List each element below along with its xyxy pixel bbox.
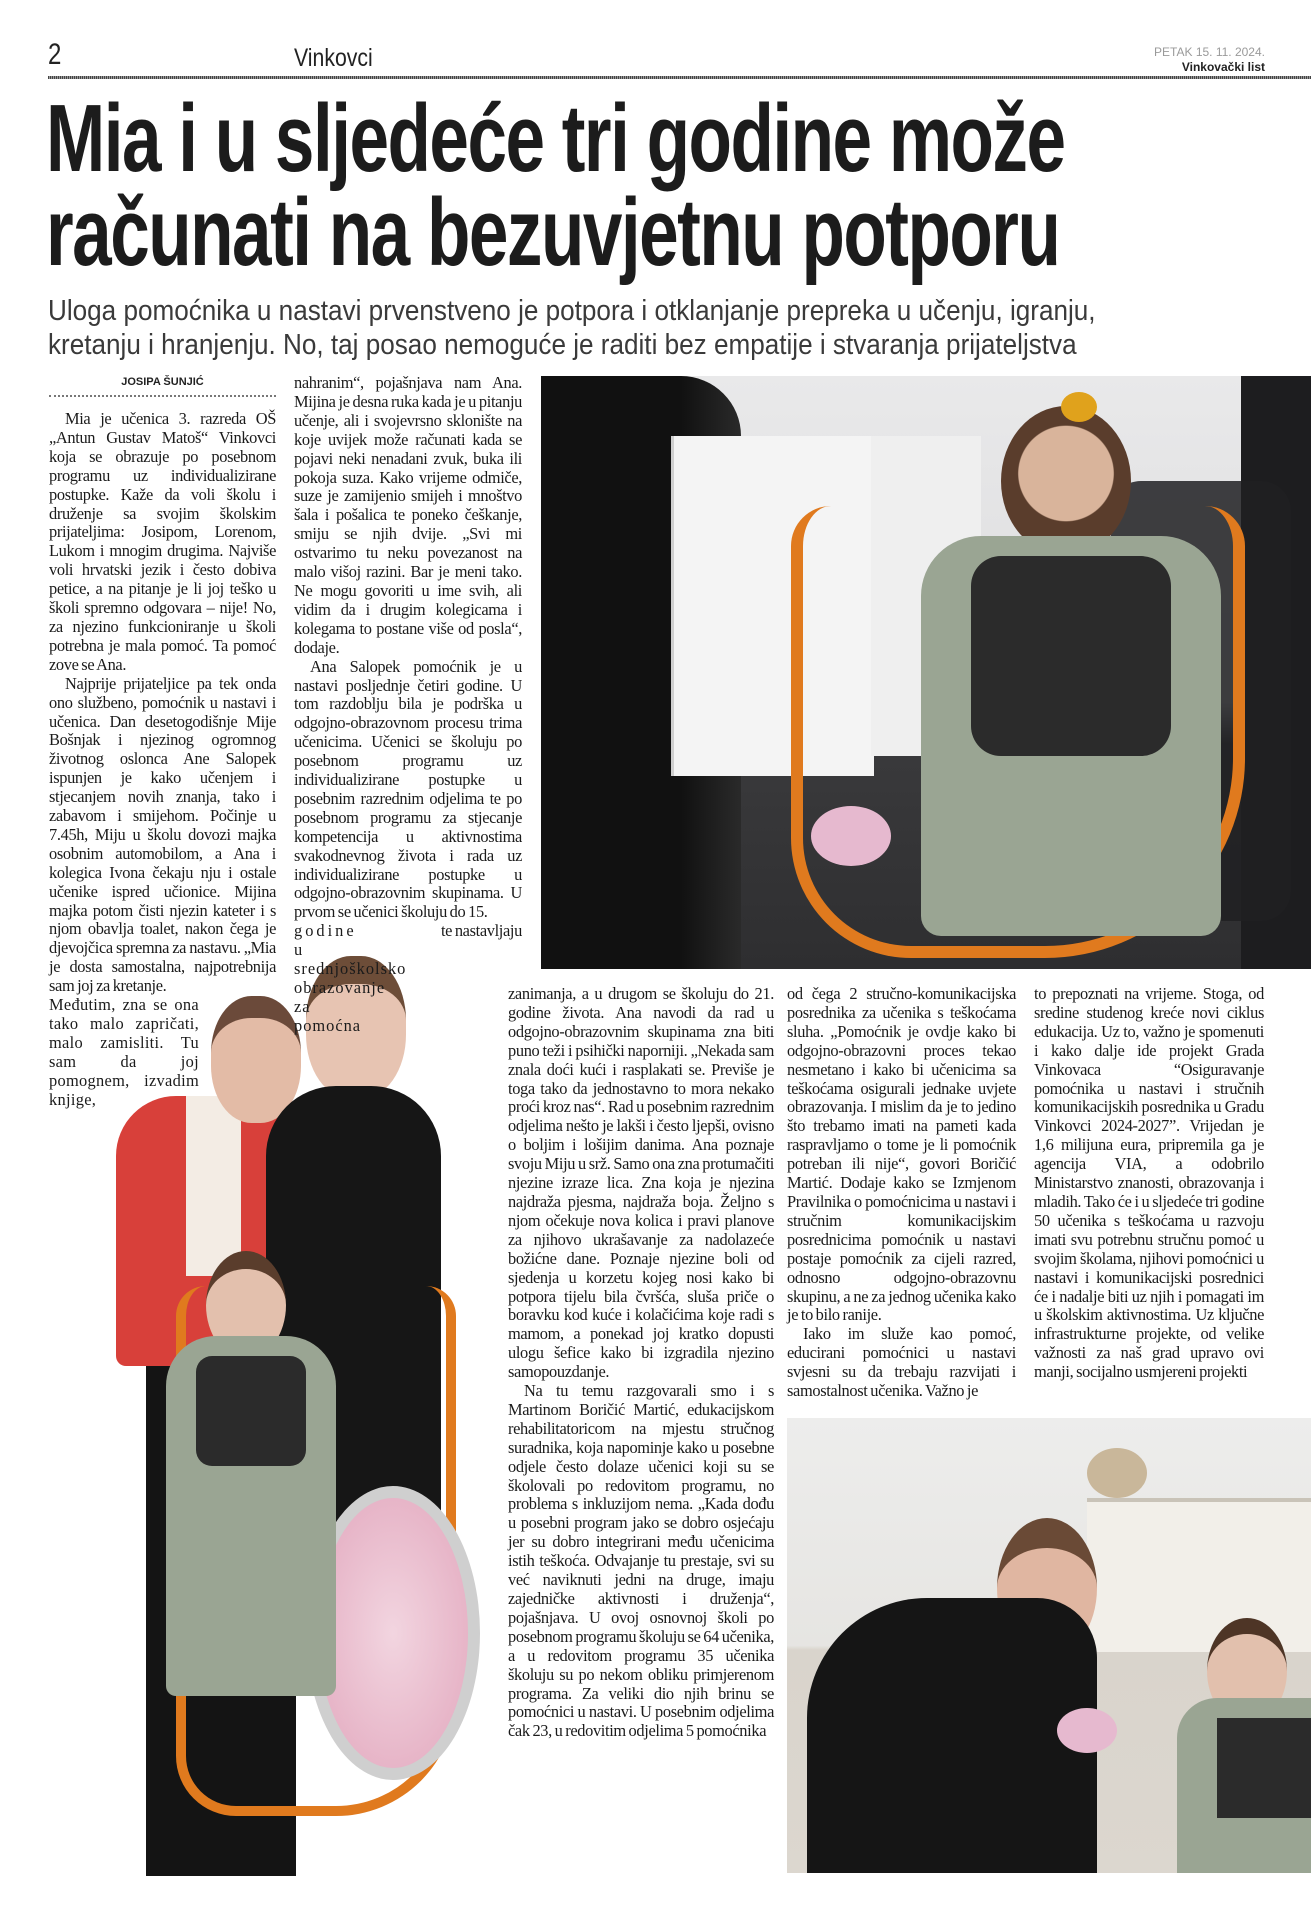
photo-girl-head [1001,406,1131,556]
photo-toy-unicorn [811,806,891,866]
paragraph-wrap: u srednjoškolsko obrazovanje za pomoćna [294,940,407,1035]
photo-black-dress [807,1598,1097,1873]
header-rule [48,76,1311,79]
wrap-left-text: godine [294,921,357,941]
paragraph: Na tu temu razgovarali smo i s Martinom Boričić Martić, edukacijskom rehabilitatoricom na mjestu stručnog suradnika, koja napominje kako u posebne odjele često dolaze učenici koji su se školovali po redovitom programu, no problema s inkluzijom nema. „Kada dođu u posebni program jako se dobro osjećaju jer su dobro integrirani među učenicima istih teškoća. Odvajanje tu prestaje, svi su već naviknuti jedni na druge, imaju zajedničke aktivnosti i druženja“, pojašnjava. U ovoj osnovnoj školi po posebnom programu školuju se 64 učenika, a u redovitom programu 35 učenika školuju su po nekom obliku primjerenom programa. Za veliki dio njih brinu se pomoćnici u nastavi. U posebnim odjelima čak 23, u redovitim odjelima 5 pomoćnika [508,1381,774,1741]
paragraph: Iako im služe kao pomoć, educirani pomoćnici u nastavi svjesni su da trebaju razvijati i samostalnost učenika. Važno je [787,1324,1016,1401]
photo-vest [971,556,1171,756]
photo-toy-unicorn [1057,1708,1117,1753]
article-headline [46,85,1304,286]
newspaper-name: Vinkovački list [1181,60,1265,74]
photo-vest [1217,1718,1311,1818]
subtitle-line: Uloga pomoćnika u nastavi prvenstveno je potpora i otklanjanje prepreka u učenju, igranju, [48,295,1096,327]
paragraph: od čega 2 stručno-komunikacijska posrednika za učenika s teškoćama sluha. „Pomoćnik je ovdje kako bi odgojno-obrazovni proces tekao nesmetano i kako bi učenicima sa teškoćama osigurali jednake uvjete obrazovanja. I mislim da je to jedino što trebamo imati na pameti kada raspravljamo o tome je li pomoćnik potreban ili nije“, govori Boričić Martić. Dodaje kako se Izmjenom Pravilnika o pomoćnicima u nastavi i stručnim komunikacijskim posrednicima pomoćnik u nastavi postaje pomoćnik za cijeli razred, odnosno odgojno-obrazovnu skupinu, a ne za jednog učenika kako je to bilo ranije. [787,984,1016,1325]
article-column-5 [1034,985,1264,1382]
wrap-right-text: te nastavljaju [440,921,522,941]
headline-line: računati na bezuvjetnu potporu [46,179,1060,286]
paragraph: nahranim“, pojašnjava nam Ana. Mijina je desna ruka kada je u pitanju učenje, ali i svojevrsno sklonište na koje uvijek može računati kada se pojavi neki nenadani zvuk, buka ili pokoja suza. Kako vrijeme odmiče, suze je zamijenio smijeh i mnoštvo šala i pošalica te poneko češkanje, smiju se njih dvije. „Svi mi ostvarimo tu neku povezanost na malo višoj razini. Bar je meni tako. Ne mogu govoriti u ime svih, ali vidim da i drugim kolegicama i kolegama to postane više od posla“, dodaje. [294,373,522,657]
wrap-line [294,922,522,941]
page-number: 2 [48,38,62,71]
article-subtitle [48,294,1308,362]
section-name: Vinkovci [294,44,373,72]
paragraph: to prepoznati na vrijeme. Stoga, od sredine studenog kreće novi ciklus edukacija. Uz to, važno je spomenuti i kako dalje ide projekt Grada Vinkovaca “Osiguravanje pomoćnika u nastavi i stručnih komunikacijskih posrednika u Gradu Vinkovci 2024-2027”. Vrijedan je 1,6 milijuna eura, pripremila ga je agencija VIA, a odobrilo Ministarstvo znanosti, obrazovanja i mladih. Tako će i u sljedeće tri godine 50 učenika s teškoćama u razvoju imati svu potrebnu stručnu pomoć u svojim školama, njihovi pomoćnici u nastavi i komunikacijski posrednici će i nadalje biti uz njih i pomagati im u školskim aktivnostima. Uz ključne infrastrukturne projekte, od velike važnosti za naš grad upravo ovi manji, socijalno usmjereni projekti [1034,984,1264,1382]
paragraph: Mia je učenica 3. razreda OŠ „Antun Gustav Matoš“ Vinkovci koja se obrazuje po posebnom programu uz individualizirane postupke. Kaže da voli školu i druženje sa svojim školskim prijateljima: Josipom, Lorenom, Lukom i mnogim drugima. Najviše voli hrvatski jezik i često dobiva petice, a na pitanje je li joj teško u školi spremno odgovara – nije! No, za njezino funkcioniranje u školi potrebna je mala pomoć. Ta pomoć zove se Ana. [49,409,276,674]
photo-hair-bow [1061,392,1097,422]
photo-assistant-with-girl [787,1418,1311,1873]
article-column-2 [294,374,522,1036]
photo-cabinet [1087,1498,1311,1652]
photo-basket [1087,1448,1147,1498]
photo-vest [196,1356,306,1466]
subtitle-line: kretanju i hranjenju. No, taj posao nemoguće je raditi bez empatije i stvaranja prijateljstva [48,329,1077,361]
paragraph: Najprije prijateljice pa tek onda ono službeno, pomoćnik u nastavi i učenica. Dan desetogodišnje Mije Bošnjak i njezinog ogromnog životnog oslonca Ane Salopek ispunjen je kako učenjem i stjecanjem novih znanja, tako i zabavom i smijehom. Počinje u 7.45h, Miju u školu dovozi majka osobnim automobilom, a Ana i kolegica Ivona čekaju nju i ostale učenike ispred učionice. Mijina majka potom čisti njezin kateter i s njom obavlja toalet, nakon čega je djevojčica spremna za nastavu. „Mia je dosta samostalna, najpotrebnija sam joj za kretanje. [49,673,276,996]
article-column-3 [508,985,774,1741]
photo-white-blouse [186,1096,241,1276]
paragraph: zanimanja, a u drugom se školuju do 21. godine života. Ana navodi da rad u odgojno-obrazovnim skupinama zna biti puno teži i psihički naporniji. „Nekada sam znala doći kući i rasplakati se. Previše je toga tako da jednostavno to mora nekako proći kroz nas“. Rad u posebnim razrednim odjelima nešto je lakši i često ljepši, ovisno o boljim i lošijim danima. Ana poznaje svoju Miju u srž. Samo ona zna protumačiti njezine izraze lica. Zna koja je njezina najdraža pjesma, najdraža boja. Željno s njom očekuje nova kolica i pravi planove za njihovo ukrašavanje za nadolazeće božićne dane. Poznaje njezine boli od sjedenja u korzetu kojeg nosi kako bi potpora tijelu bila čvršća, sluša priče o boravku kod kuće i kolačićima koje radi s mamom, a ponekad joj kratko dopusti ulogu šefice kako bi izgradila njezino samopouzdanje. [508,984,774,1382]
article-column-4 [787,985,1016,1401]
photo-girl-wheelchair [541,376,1311,969]
byline: JOSIPA ŠUNJIĆ [49,376,276,397]
issue-date: PETAK 15. 11. 2024. [1154,45,1265,59]
paragraph: Ana Salopek pomoćnik je u nastavi posljednje četiri godine. U tom razdoblju bila je podrška u odgojno-obrazovnom procesu trima učenicima. Učenici se školuju po posebnom programu uz individualizirane postupke u posebnim razrednim odjelima te po posebnom programu za stjecanje kompetencija u aktivnostima svakodnevnog života i rada uz individualizirane postupke u odgojno-obrazovnim skupinama. U prvom se učenici školuju do 15. [294,656,522,922]
paragraph-wrap: Međutim, zna se ona tako malo zapričati, malo zamisliti. Tu sam da joj pomognem, izvadim knjige, [49,995,199,1109]
headline-line: Mia i u sljedeće tri godine može [46,85,1065,192]
article-column-1 [49,410,276,1110]
